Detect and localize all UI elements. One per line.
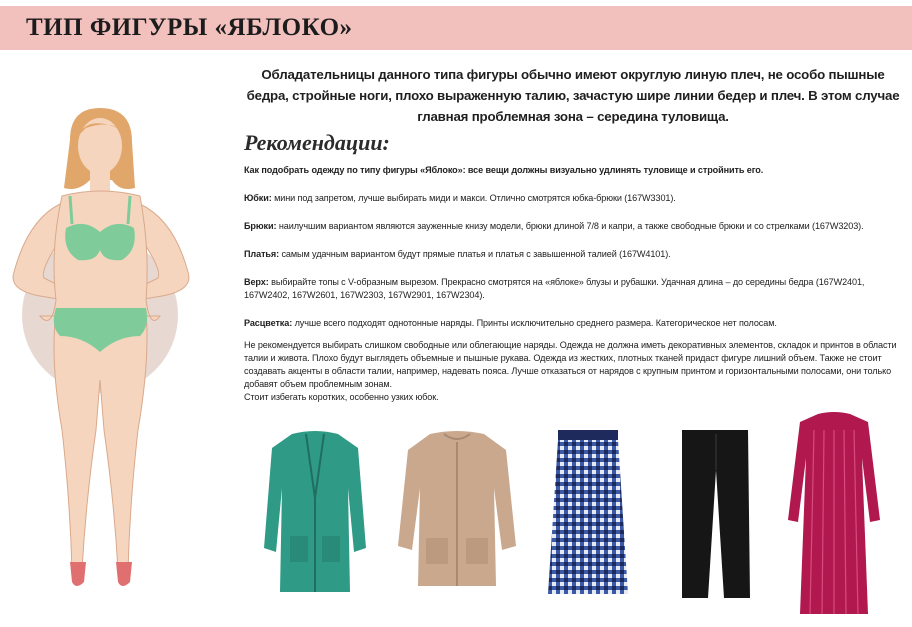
teal-cardigan-image bbox=[262, 428, 368, 598]
sequin-skirt-image bbox=[544, 430, 632, 596]
colors-label: Расцветка: bbox=[244, 318, 293, 328]
pink-dress-image bbox=[786, 410, 882, 616]
face bbox=[78, 118, 122, 174]
tops-label: Верх: bbox=[244, 277, 269, 287]
tops-paragraph: Верх: выбирайте топы с V-образным вырезом. Прекрасно смотрятся на «яблоке» блузы и рубашки. Удачная длина – до середины бедра (167W2401, 167W2402, 167W2601, 167W2303, 167W2901, 167W2304). bbox=[244, 277, 865, 300]
dresses-paragraph: Платья: самым удачным вариантом будут прямые платья и платья с завышенной талией (167W4101). bbox=[244, 249, 671, 259]
recommendations-title: Рекомендации: bbox=[244, 130, 390, 155]
how-to-text: Как подобрать одежду по типу фигуры «Яблоко»: все вещи должны визуально удлинять туловище и стройнить его. bbox=[244, 165, 764, 175]
apple-figure-illustration bbox=[0, 100, 226, 600]
title-banner bbox=[0, 6, 912, 50]
trousers-paragraph: Брюки: наилучшим вариантом являются зауженные книзу модели, брюки длиной 7/8 и капри, а также свободные брюки и со стрелками (167W3203). bbox=[244, 221, 864, 231]
colors-paragraph: Расцветка: лучше всего подходят однотонные наряды. Принты исключительно среднего размера. Категорическое нет полосам. bbox=[244, 318, 777, 328]
avoid-paragraph: Не рекомендуется выбирать слишком свободные или облегающие наряды. Одежда не должна иметь декоративных элементов, складок и принтов в области талии и живота. Плохо будут выглядеть объемные и пышные рукава. Одежда из жестких, плотных тканей придаст фигуре лишний объем. Также не стоит создавать акценты в области талии, например, надевать пояса. Лучше отказаться от нарядов с крупным принтом и горизонтальными полосами, они только добавят объем проблемным зонам. Стоит избегать коротких, особенно узких юбок. bbox=[244, 340, 897, 402]
dresses-label: Платья: bbox=[244, 249, 280, 259]
right-shoe bbox=[116, 562, 132, 586]
trousers-label: Брюки: bbox=[244, 221, 277, 231]
left-shoe bbox=[70, 562, 86, 586]
skirts-paragraph: Юбки: мини под запретом, лучше выбирать миди и макси. Отлично смотрятся юбка-брюки (167W3301). bbox=[244, 193, 676, 203]
black-trousers-image bbox=[678, 430, 752, 600]
short-skirts-text: Стоит избегать коротких, особенно узких юбок. bbox=[244, 392, 439, 402]
intro-text: Обладательницы данного типа фигуры обычно имеют округлую линую плеч, не особо пышные бедра, стройные ноги, плохо выраженную талию, зачастую шире линии бедер и плеч. В этом случае главная проблемная зона – середина туловища. bbox=[246, 67, 900, 124]
page-title: ТИП ФИГУРЫ «ЯБЛОКО» bbox=[26, 14, 353, 41]
skirts-label: Юбки: bbox=[244, 193, 272, 203]
beige-cardigan-image bbox=[396, 428, 518, 592]
